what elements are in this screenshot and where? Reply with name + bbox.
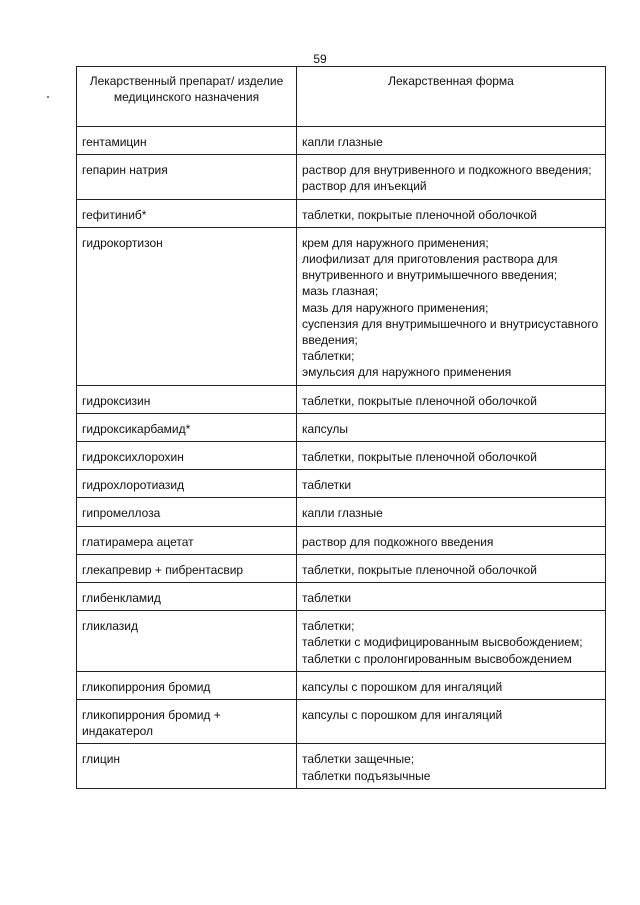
dosage-form: капсулы с порошком для ингаляций [302,679,503,694]
dosage-form-cell [297,554,606,582]
header-form: Лекарственная форма [297,67,606,127]
drug-name: глатирамера ацетат [77,526,297,554]
drug-name: глибенкламид [77,583,297,611]
dosage-form-cell [297,700,606,744]
dosage-form: мазь глазная; [302,284,379,299]
table-row [77,199,606,227]
stray-mark [47,96,49,98]
dosage-form-cell [297,127,606,155]
drug-name: гидрохлоротиазид [77,470,297,498]
dosage-form: капли глазные [302,135,383,149]
drug-name: гидроксихлорохин [77,442,297,470]
table-row [77,155,606,199]
dosage-form: таблетки, покрытые пленочной оболочкой [302,393,537,408]
dosage-form: таблетки подъязычные [302,768,431,783]
table-header-row [77,67,606,127]
dosage-form: таблетки [302,478,352,493]
dosage-form-cell [297,442,606,470]
page-number: 59 [313,52,327,66]
drug-name: глицин [77,744,297,788]
dosage-form: таблетки; [302,619,355,634]
table-row [77,385,606,413]
dosage-form: таблетки, покрытые пленочной оболочкой [302,562,537,577]
dosage-form: капли глазные [302,506,383,521]
table-row [77,700,606,744]
drug-table [76,66,606,789]
table-row [77,498,606,526]
dosage-form: таблетки, покрытые пленочной оболочкой [302,450,537,465]
table-row [77,413,606,441]
dosage-form-cell [297,744,606,788]
dosage-form-cell [297,498,606,526]
table-row [77,127,606,155]
drug-name: гликопиррония бромид + индакатерол [77,700,297,744]
table-row [77,671,606,699]
dosage-form: раствор для инъекций [302,179,427,194]
drug-name: гипромеллоза [77,498,297,526]
dosage-form: таблетки с пролонгированным высвобождением [302,651,572,666]
dosage-form-cell [297,611,606,672]
drug-name: гидроксизин [77,385,297,413]
drug-name: гликопиррония бромид [77,671,297,699]
dosage-form: лиофилизат для приготовления раствора для внутривенного и внутримышечного введения; [302,252,558,283]
dosage-form: мазь для наружного применения; [302,300,489,315]
dosage-form: таблетки, покрытые пленочной оболочкой [302,207,537,222]
dosage-form-cell [297,671,606,699]
dosage-form: таблетки; [302,349,355,364]
dosage-form: таблетки защечные; [302,752,415,767]
drug-name: гепарин натрия [77,155,297,199]
dosage-form: таблетки с модифицированным высвобождением; [302,635,583,650]
dosage-form-cell [297,199,606,227]
dosage-form-cell [297,470,606,498]
dosage-form-cell [297,526,606,554]
dosage-form: капсулы [302,421,349,436]
drug-name: глекапревир + пибрентасвир [77,554,297,582]
table-row [77,526,606,554]
dosage-form-cell [297,155,606,199]
table-row [77,554,606,582]
dosage-form-cell [297,227,606,385]
drug-name: гефитиниб* [77,199,297,227]
drug-name: гидроксикарбамид* [77,413,297,441]
drug-name: гентамицин [77,127,297,155]
table-row [77,744,606,788]
table-row [77,583,606,611]
dosage-form-cell [297,413,606,441]
dosage-form: суспензия для внутримышечного и внутрисуставного введения; [302,316,599,348]
dosage-form-cell [297,583,606,611]
table-row [77,470,606,498]
dosage-form: раствор для внутривенного и подкожного введения; [302,163,592,178]
dosage-form: таблетки [302,591,352,606]
table-row [77,442,606,470]
dosage-form-cell [297,385,606,413]
header-drug: Лекарственный препарат/ изделие медицинского назначения [77,67,297,127]
drug-name: гликлазид [77,611,297,672]
drug-name: гидрокортизон [77,227,297,385]
dosage-form: капсулы с порошком для ингаляций [302,708,503,723]
dosage-form: эмульсия для наружного применения [302,365,512,380]
table-row [77,611,606,672]
dosage-form: крем для наружного применения; [302,235,489,250]
dosage-form: раствор для подкожного введения [302,534,494,549]
table-row [77,227,606,385]
